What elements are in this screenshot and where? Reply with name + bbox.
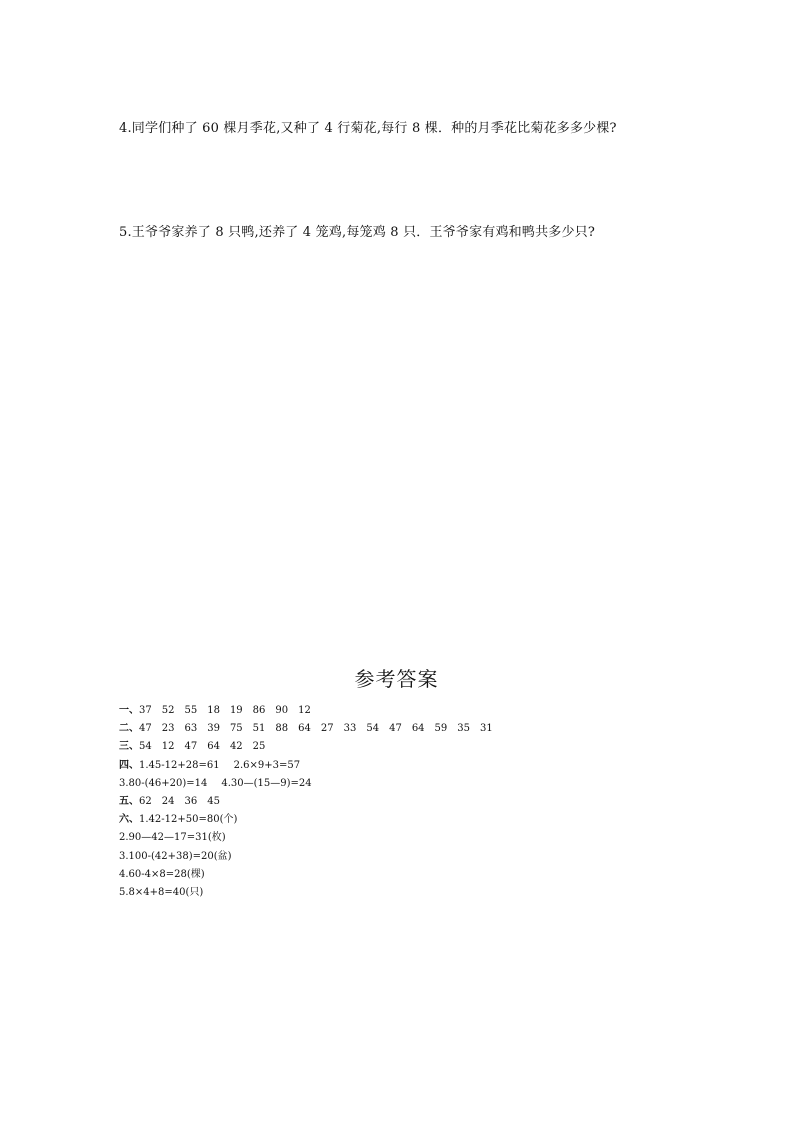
question-4: 4.同学们种了 60 棵月季花,又种了 4 行菊花,每行 8 棵．种的月季花比菊花多多少棵? [119, 121, 617, 136]
answer-key [119, 702, 503, 902]
answer-value: 18 [207, 705, 220, 716]
section-label: 五、 [119, 795, 139, 807]
answer-section-1 [119, 702, 503, 720]
answer-values [139, 796, 230, 807]
answer-section-3 [119, 738, 503, 756]
answer-value: 64 [298, 723, 311, 735]
answer-value: 59 [434, 723, 448, 735]
answer-value: 47 [389, 723, 402, 735]
answer-value: 45 [207, 795, 220, 807]
answer-values [139, 723, 503, 734]
answer-section-6-item-2: 2.90—42—17=31(枚) [119, 832, 226, 844]
answer-section-4-line-2 [119, 775, 503, 793]
answer-value: 39 [207, 723, 220, 735]
answer-value: 31 [480, 723, 493, 735]
answer-section-4-line-1 [119, 757, 503, 775]
answer-value: 63 [184, 723, 198, 735]
answer-value: 23 [161, 723, 175, 735]
answer-value: 42 [229, 741, 243, 753]
section-label: 六、 [119, 814, 139, 826]
answer-values [139, 741, 275, 752]
answer-value: 51 [252, 723, 266, 735]
answer-value: 75 [229, 723, 243, 735]
answer-key-title: 参考答案 [354, 667, 439, 691]
answer-section-2 [119, 720, 503, 738]
section-label: 二、 [119, 723, 139, 735]
answer-section-6-item-4: 4.60-4×8=28(棵) [119, 868, 205, 880]
answer-section-6-item-1 [119, 811, 503, 829]
answer-value: 55 [184, 705, 198, 716]
answer-value: 27 [320, 723, 334, 735]
answer-value: 62 [139, 795, 152, 807]
answer-value: 90 [275, 705, 289, 716]
section-label: 四、 [119, 759, 139, 771]
answer-value: 36 [184, 795, 198, 807]
answer-value: 88 [275, 723, 289, 735]
answer-value: 25 [252, 741, 266, 753]
answer-value: 64 [207, 741, 220, 753]
answer-value: 52 [161, 705, 175, 716]
answer-section-5 [119, 793, 503, 811]
answer-value: 64 [411, 723, 425, 735]
answer-section-6-item-5: 5.8×4+8=40(只) [119, 886, 204, 898]
answer-value: 33 [343, 723, 357, 735]
answer-value: 19 [229, 705, 243, 716]
answer-value: 54 [139, 741, 152, 753]
answer-value: 24 [161, 795, 175, 807]
section-label: 一、 [119, 705, 139, 716]
answer-equation: 1.42-12+50=80(个) [139, 814, 238, 826]
section-label: 三、 [119, 741, 139, 753]
answer-equation: 3.80-(46+20)=14 [119, 777, 208, 789]
answer-value: 12 [161, 741, 175, 753]
answer-equation: 1.45-12+28=61 [139, 759, 220, 771]
answer-value: 47 [139, 723, 152, 735]
answer-values [139, 705, 321, 716]
answer-value: 37 [139, 705, 152, 716]
answer-value: 35 [457, 723, 471, 735]
answer-section-6-item-3: 3.100-(42+38)=20(盆) [119, 850, 232, 862]
answer-value: 86 [252, 705, 266, 716]
answer-value: 47 [184, 741, 198, 753]
answer-value: 12 [298, 705, 311, 716]
answer-value: 54 [366, 723, 380, 735]
question-5: 5.王爷爷家养了 8 只鸭,还养了 4 笼鸡,每笼鸡 8 只．王爷爷家有鸡和鸭共多少只? [119, 225, 596, 240]
answer-equation: 4.30—(15—9)=24 [221, 777, 312, 789]
answer-equation: 2.6×9+3=57 [233, 759, 301, 771]
